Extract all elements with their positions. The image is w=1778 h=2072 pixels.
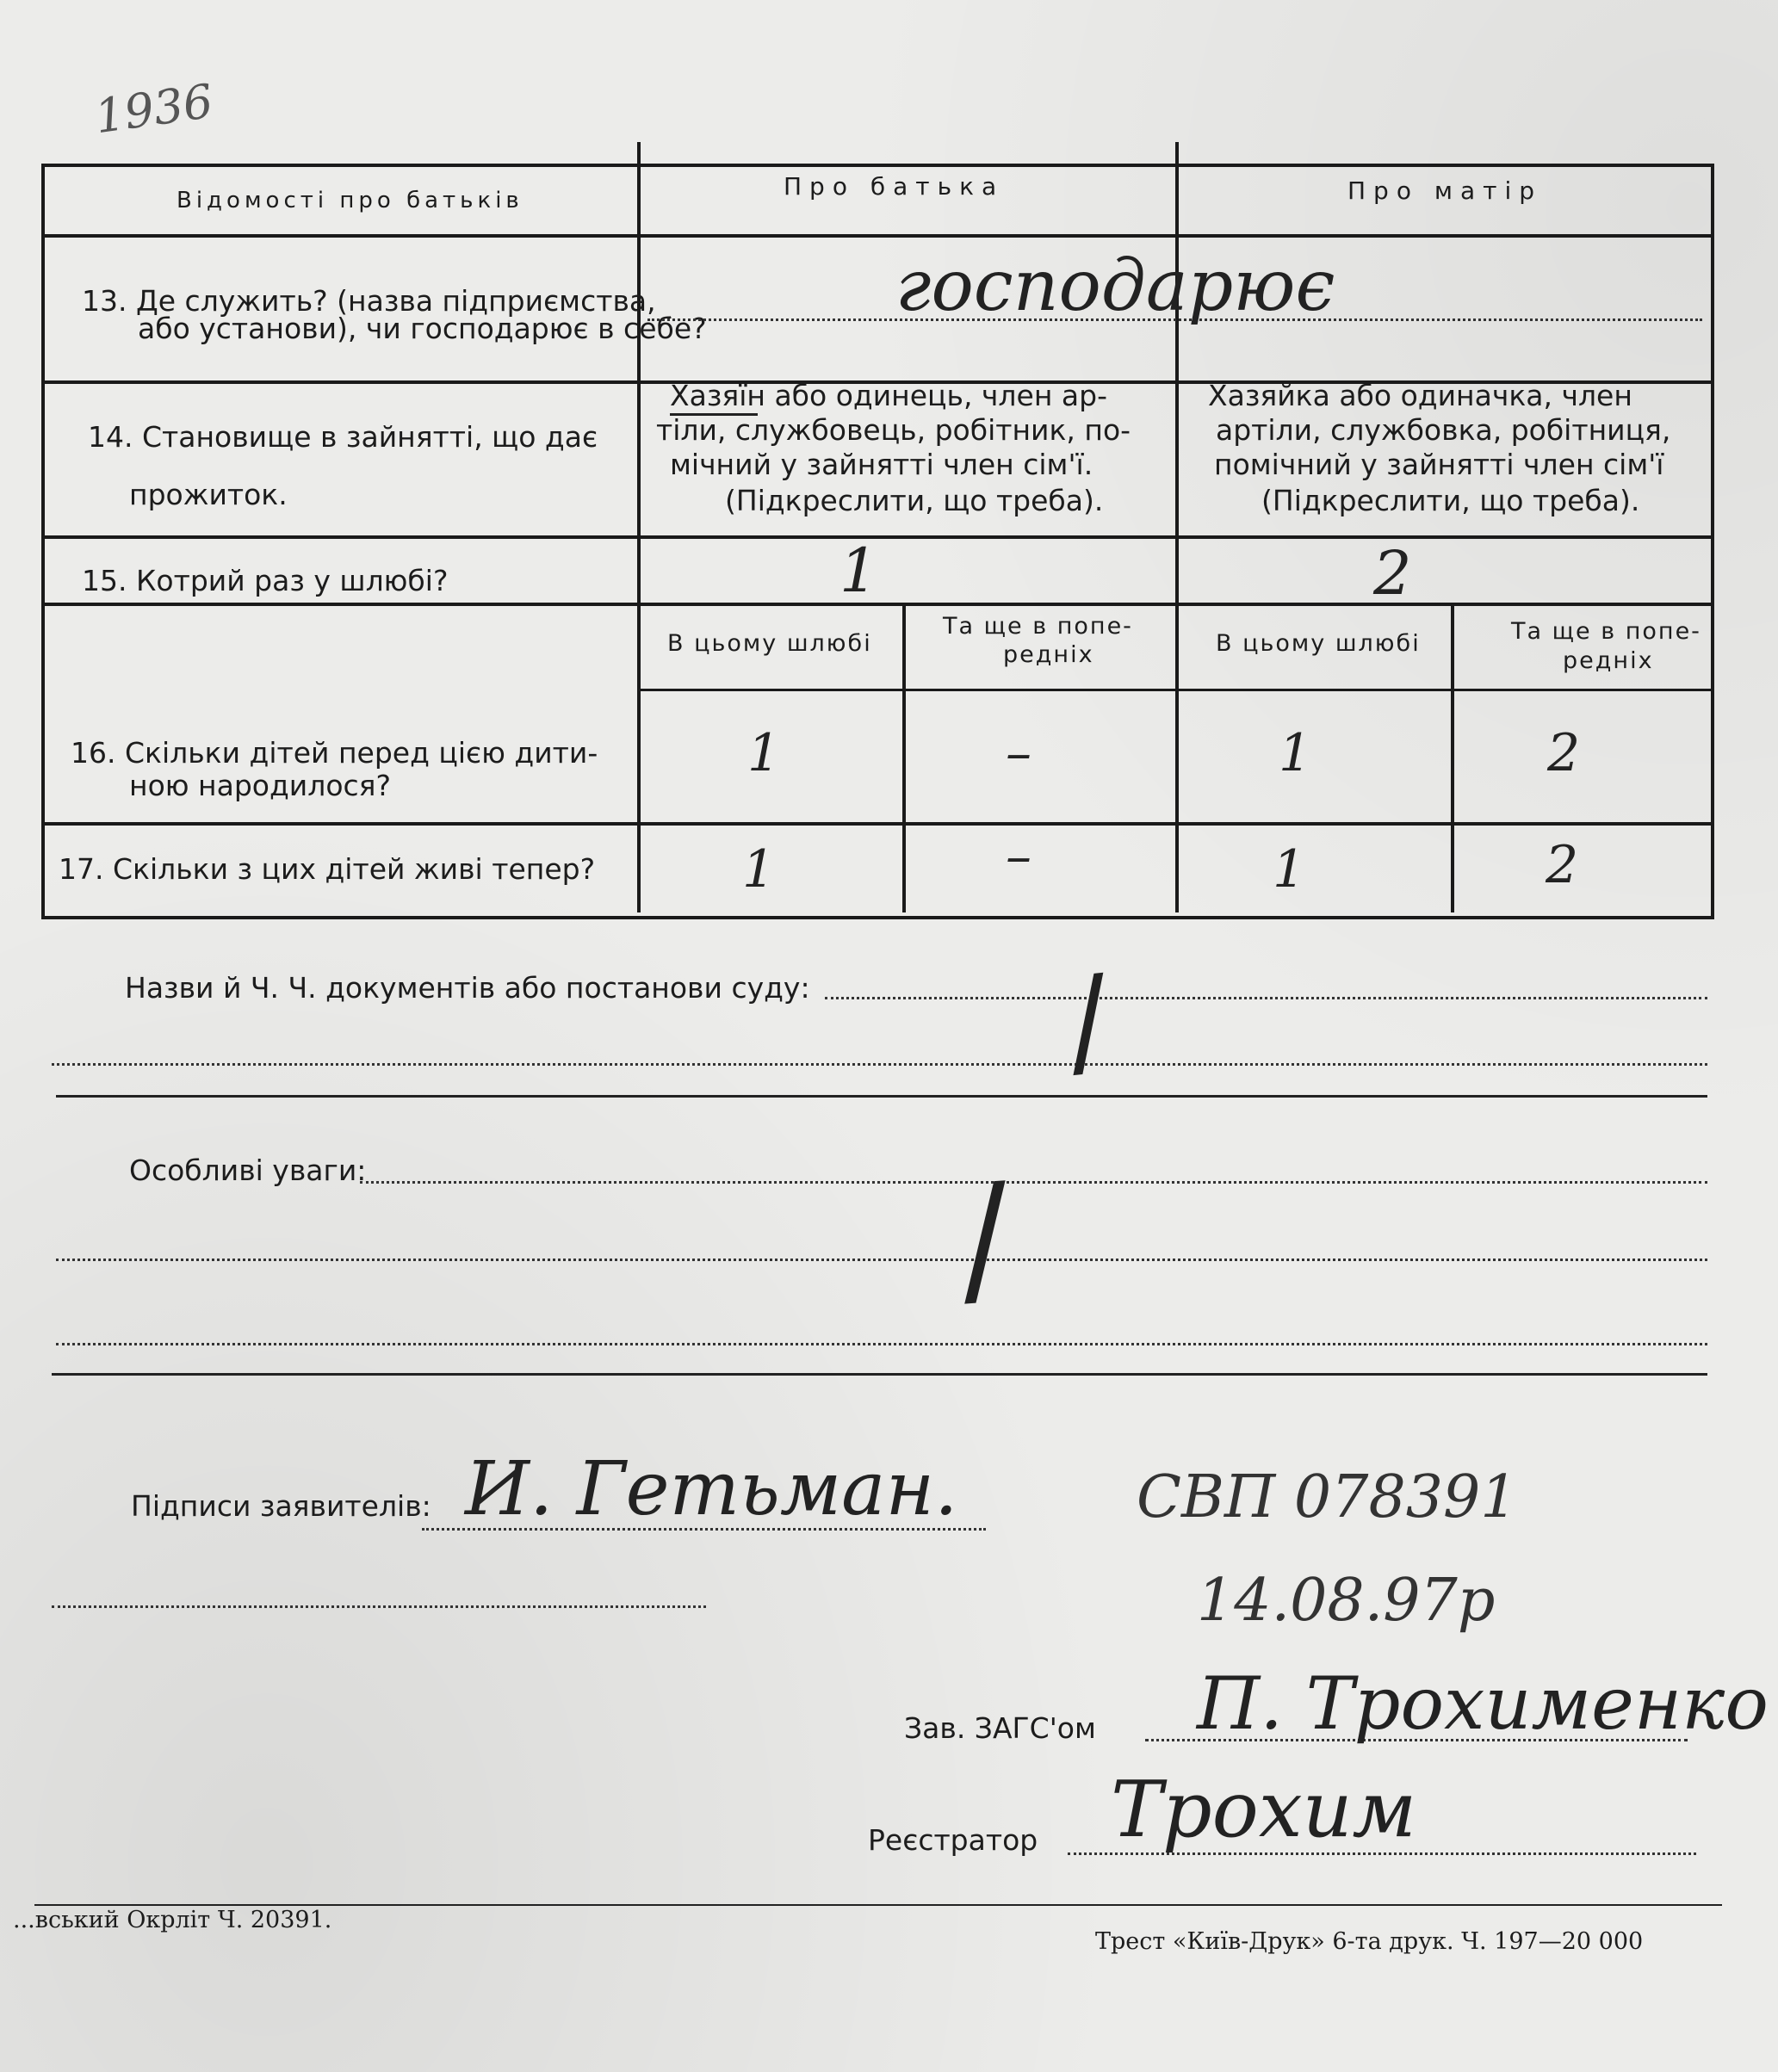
header-mother: Про матір [1347, 176, 1543, 205]
subheader-father-previous-line1: Та ще в попе- [943, 613, 1133, 640]
head-registry-label: Зав. ЗАГС'ом [904, 1711, 1096, 1745]
row13-handwritten-answer: господарює [895, 245, 1335, 327]
row14-father-line2: тіли, службовець, робітник, по- [656, 413, 1131, 447]
row14-mother-line2: артіли, службовка, робітниця, [1216, 413, 1671, 447]
header-parents-info: Відомості про батьків [177, 188, 523, 213]
stamp-note-line1: СВП 078391 [1137, 1463, 1518, 1531]
applicants-signature-line2 [52, 1605, 706, 1608]
remarks-label: Особливі уваги: [129, 1154, 367, 1187]
remarks-line2 [56, 1259, 1707, 1261]
documents-separator [56, 1095, 1707, 1098]
documents-line2 [52, 1063, 1707, 1066]
remarks-line3 [56, 1343, 1707, 1345]
row14-father-line4: (Підкреслити, що треба). [725, 484, 1104, 517]
corner-note: 1936 [91, 73, 217, 145]
row14-label-line2: прожиток. [129, 478, 288, 511]
row-line-16 [41, 822, 1711, 826]
row16-label-line2: ною народилося? [129, 769, 392, 802]
subheader-father-current: В цьому шлюбі [667, 630, 872, 657]
row-line-subheader [639, 689, 1711, 691]
subheader-mother-previous-line2: редніх [1563, 647, 1654, 674]
row15-label: 15. Котрий раз у шлюбі? [82, 564, 449, 597]
row13-label-line2: або установи), чи господарює в себе? [138, 312, 707, 345]
row14-mother-line4: (Підкреслити, що треба). [1261, 484, 1640, 517]
remarks-line1 [360, 1181, 1707, 1184]
row15-father-value: 1 [839, 535, 878, 606]
remarks-value: / [954, 1152, 1016, 1326]
row16-value-mother-previous: 2 [1547, 723, 1581, 783]
registrar-label: Реєстратор [868, 1823, 1038, 1857]
documents-label: Назви й Ч. Ч. документів або постанови суду: [125, 971, 810, 1005]
registrar-signature: Трохим [1111, 1765, 1417, 1855]
footer-rule [34, 1904, 1722, 1906]
row17-value-father-current: 1 [742, 839, 776, 900]
row17-value-mother-current: 1 [1273, 839, 1306, 900]
row17-value-mother-previous: 2 [1546, 835, 1579, 895]
row16-value-mother-current: 1 [1279, 723, 1312, 783]
row17-value-father-previous: – [1006, 826, 1031, 887]
remarks-separator [52, 1373, 1707, 1376]
subheader-mother-current: В цьому шлюбі [1216, 630, 1421, 657]
table-divider-sub2 [1451, 603, 1454, 912]
head-registry-signature: П. Трохименко [1197, 1661, 1769, 1746]
row16-value-father-current: 1 [747, 723, 781, 783]
subheader-mother-previous-line1: Та ще в попе- [1511, 618, 1701, 645]
documents-value: / [1060, 949, 1116, 1094]
row15-mother-value: 2 [1373, 538, 1412, 609]
table-divider-sub1 [902, 603, 906, 912]
documents-line1 [825, 997, 1707, 999]
row14-father-underline [670, 413, 758, 416]
row16-label-line1: 16. Скільки дітей перед цією дити- [71, 736, 598, 770]
header-father: Про батька [784, 172, 1005, 201]
row16-value-father-previous: – [1006, 723, 1031, 783]
row14-mother-line3: помічний у зайнятті член сім'ї [1214, 448, 1664, 481]
applicants-signature-label: Підписи заявителів: [131, 1489, 431, 1523]
stamp-note-line2: 14.08.97р [1197, 1567, 1496, 1635]
row14-mother-line1: Хазяйка або одиначка, член [1208, 379, 1632, 412]
row13-label-line1: 13. Де служить? (назва підприємства, [82, 284, 656, 318]
row14-father-line3: мічний у зайнятті член сім'ї. [670, 448, 1093, 481]
row14-label-line1: 14. Становище в зайнятті, що дає [88, 420, 598, 454]
footer-left: ...вський Окрліт Ч. 20391. [13, 1907, 332, 1933]
footer-right: Трест «Київ-Друк» 6-та друк. Ч. 197—20 000 [1095, 1928, 1644, 1955]
subheader-father-previous-line2: редніх [1003, 641, 1094, 668]
table-divider-col1 [637, 142, 641, 912]
row-line-header [41, 234, 1711, 238]
row17-label: 17. Скільки з цих дітей живі тепер? [59, 852, 596, 886]
row14-father-line1: Хазяїн або одинець, член ар- [670, 379, 1107, 412]
applicants-signature: И. Гетьман. [465, 1446, 958, 1532]
